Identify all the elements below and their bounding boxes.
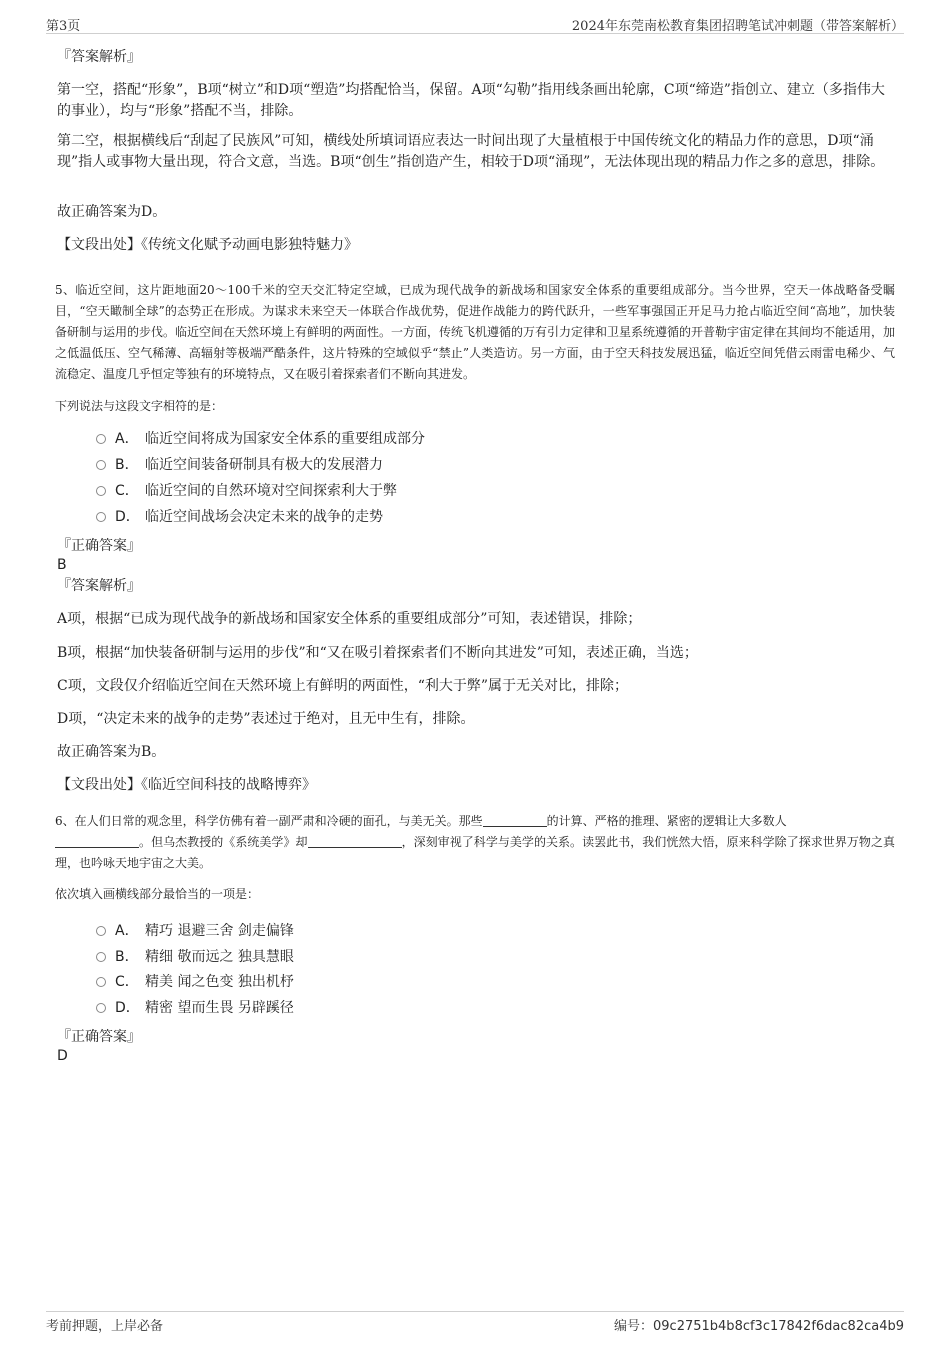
radio-icon[interactable] bbox=[96, 460, 106, 470]
page-header bbox=[46, 13, 904, 34]
radio-icon[interactable] bbox=[96, 977, 106, 987]
q5-analysis-b: B项，根据“加快装备研制与运用的步伐”和“又在吸引着探索者们不断向其进发”可知，表述正确，当选； bbox=[57, 645, 698, 661]
q5-analysis-heading: 『答案解析』 bbox=[57, 578, 141, 594]
q5-analysis-c: C项，文段仅介绍临近空间在天然环境上有鲜明的两面性，“利大于弊”属于无关对比，排除； bbox=[57, 678, 629, 694]
q5-analysis-a: A项，根据“已成为现代战争的新战场和国家安全体系的重要组成部分”可知，表述错误，排除； bbox=[57, 611, 642, 627]
radio-icon[interactable] bbox=[96, 486, 106, 496]
radio-icon[interactable] bbox=[96, 512, 106, 522]
q5-option-b[interactable]: B． 临近空间装备研制具有极大的发展潜力 bbox=[96, 454, 383, 476]
q5-conclusion: 故正确答案为B。 bbox=[57, 744, 166, 760]
q6-option-d[interactable]: D． 精密 望而生畏 另辟蹊径 bbox=[96, 997, 294, 1019]
q5-option-a[interactable]: A． 临近空间将成为国家安全体系的重要组成部分 bbox=[96, 428, 425, 450]
q5-source: 【文段出处】《临近空间科技的战略博弈》 bbox=[57, 777, 316, 793]
q4-source: 【文段出处】《传统文化赋予动画电影独特魅力》 bbox=[57, 237, 358, 253]
page-footer bbox=[46, 1311, 904, 1332]
footer-slogan: 考前押题，上岸必备 bbox=[46, 1319, 164, 1334]
q5-option-d[interactable]: D． 临近空间战场会决定未来的战争的走势 bbox=[96, 506, 383, 528]
radio-icon[interactable] bbox=[96, 434, 106, 444]
q5-passage: 5、临近空间，这片距地面20～100千米的空天交汇特定空域，已成为现代战争的新战场和国家安全体系的重要组成部分。当今世界，空天一体战略备受瞩目，“空天瞰制全球”的态势正在形成。为谋求未来空天一体联合作战优势，促进作战能力的跨代跃升，一些军事强国正开足马力抢占临近空间“高地”，加快装备研制与运用的步伐。临近空间在天然环境上有鲜明的两面性。一方面，传统飞机遵循的万有引力定律和卫星系统遵循的开普勒宇宙定律在其间均不能适用，加之低温低压、空气稀薄、高辐射等极端严酷条件，这片特殊的空域似乎“禁止”人类造访。另一方面，由于空天科技发展迅猛，临近空间凭借云雨雷电稀少、气流稳定、温度几乎恒定等独有的环境特点，又在吸引着探索者们不断向其进发。 bbox=[55, 283, 896, 381]
document-id: 编号：09c2751b4b8cf3c17842f6dac82ca4b9 bbox=[614, 1319, 904, 1334]
radio-icon[interactable] bbox=[96, 926, 106, 936]
q5-option-c[interactable]: C． 临近空间的自然环境对空间探索利大于弊 bbox=[96, 480, 397, 502]
document-title: 2024年东莞南松教育集团招聘笔试冲刺题（带答案解析） bbox=[571, 19, 904, 34]
q5-analysis-d: D项，“决定未来的战争的走势”表述过于绝对，且无中生有，排除。 bbox=[57, 711, 475, 727]
page-number: 第3页 bbox=[46, 19, 81, 34]
q4-analysis-para-1: 第一空，搭配“形象”，B项“树立”和D项“塑造”均搭配恰当，保留。A项“勾勒”指用线条画出轮廓，C项“缔造”指创立、建立（多指伟大的事业），均与“形象”搭配不当，排除。 bbox=[57, 82, 885, 119]
q4-conclusion: 故正确答案为D。 bbox=[57, 204, 167, 220]
fill-blank-1 bbox=[483, 814, 547, 827]
q6-option-a[interactable]: A． 精巧 退避三舍 剑走偏锋 bbox=[96, 920, 294, 942]
radio-icon[interactable] bbox=[96, 952, 106, 962]
q6-option-b[interactable]: B． 精细 敬而远之 独具慧眼 bbox=[96, 946, 294, 968]
q5-prompt: 下列说法与这段文字相符的是： bbox=[55, 399, 224, 413]
q4-analysis-heading: 『答案解析』 bbox=[57, 49, 141, 65]
q6-answer-heading: 『正确答案』 bbox=[57, 1029, 141, 1045]
fill-blank-3 bbox=[308, 835, 402, 848]
q6-option-c[interactable]: C． 精美 闻之色变 独出机杼 bbox=[96, 971, 294, 993]
radio-icon[interactable] bbox=[96, 1003, 106, 1013]
q6-answer: D bbox=[57, 1048, 68, 1064]
fill-blank-2 bbox=[55, 835, 139, 848]
q5-answer-heading: 『正确答案』 bbox=[57, 538, 141, 554]
q4-analysis-para-2: 第二空，根据横线后“刮起了民族风”可知，横线处所填词语应表达一时间出现了大量植根于中国传统文化的精品力作的意思，D项“涌现”指人或事物大量出现，符合文意，当选。B项“创生”指创造产生，相较于D项“涌现”，无法体现出现的精品力作之多的意思，排除。 bbox=[57, 133, 885, 170]
q5-answer: B bbox=[57, 557, 67, 573]
q6-prompt: 依次填入画横线部分最恰当的一项是： bbox=[55, 887, 260, 901]
q6-passage: 6、在人们日常的观念里，科学仿佛有着一副严肃和冷硬的面孔，与美无关。那些 的计算、严格的推理、紧密的逻辑让大多数人 。但乌杰教授的《系统美学》却 ，深刻审视了科学与美学的关系。读罢此书，我们恍然大悟，原来科学除了探求世界万物之真理，也吟咏天地宇宙之大美。 bbox=[55, 814, 895, 870]
